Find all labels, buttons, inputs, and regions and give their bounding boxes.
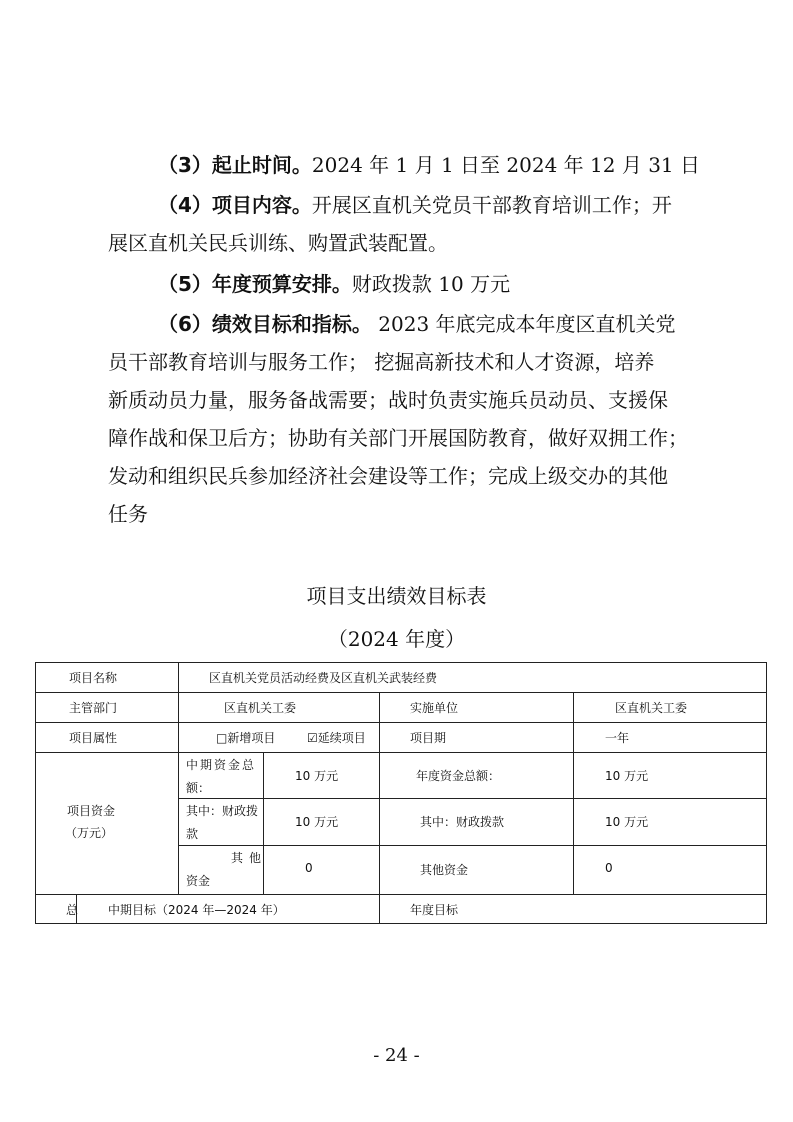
period-heading: （3）起止时间。	[158, 153, 312, 177]
cell-annual-fiscal-value	[573, 798, 767, 846]
paragraph-budget	[108, 265, 696, 303]
targets-line-4: 障作战和保卫后方；协助有关部门开展国防教育，做好双拥工作；	[108, 426, 688, 450]
table-title: 项目支出绩效目标表	[306, 584, 487, 608]
period-value: 一年	[605, 731, 630, 745]
targets-line-6: 任务	[108, 502, 148, 526]
page-number: - 24 -	[373, 1045, 420, 1066]
annual-other-label: 其他资金	[420, 863, 469, 877]
cell-other-value	[263, 845, 380, 895]
dept-label: 主管部门	[69, 701, 118, 715]
cell-period-value	[573, 722, 767, 753]
content-line-1: 开展区直机关党员干部教育培训工作；开	[311, 193, 672, 217]
mid-total-label-line2: 额：	[186, 781, 211, 795]
content-line-2: 展区直机关民兵训练、购置武装配置。	[108, 231, 448, 255]
attr-label: 项目属性	[69, 731, 118, 745]
mid-total-label-line1: 中期资金总	[186, 758, 257, 772]
cell-annual-total-value	[573, 752, 767, 799]
fiscal-value: 10 万元	[295, 815, 339, 829]
project-name-value: 区直机关党员活动经费及区直机关武装经费	[209, 671, 438, 685]
annual-target-label: 年度目标	[410, 903, 459, 917]
targets-heading: （6）绩效目标和指标。	[158, 312, 372, 336]
other-value: 0	[305, 861, 313, 875]
continue-project-checkbox: ☑延续项目	[307, 731, 366, 745]
cell-annual-other-value	[573, 845, 767, 895]
table-subtitle: （2024 年度）	[327, 627, 466, 651]
period-label: 项目期	[410, 731, 447, 745]
other-label-line2: 资金	[186, 874, 211, 888]
period-text: 2024 年 1 月 1 日至 2024 年 12 月 31 日	[311, 153, 700, 177]
total-char: 总	[66, 903, 79, 917]
annual-total-label: 年度资金总额：	[416, 769, 501, 783]
fund-label: 项目资金	[67, 804, 116, 818]
fiscal-label-line1: 其中：财政拨	[186, 804, 259, 818]
dept-value: 区直机关工委	[224, 701, 297, 715]
project-name-label: 项目名称	[69, 671, 118, 685]
targets-line-3: 新质动员力量，服务备战需要；战时负责实施兵员动员、支援保	[108, 388, 668, 412]
annual-other-value: 0	[605, 861, 613, 875]
fund-unit: （万元）	[65, 826, 114, 840]
cell-impl-label	[379, 692, 574, 723]
mid-total-value: 10 万元	[295, 769, 339, 783]
impl-label: 实施单位	[410, 701, 459, 715]
impl-value: 区直机关工委	[615, 701, 688, 715]
annual-fiscal-value: 10 万元	[605, 815, 649, 829]
annual-total-value: 10 万元	[605, 769, 649, 783]
targets-line-2: 员干部教育培训与服务工作； 挖掘高新技术和人才资源，培养	[108, 350, 655, 374]
paragraph-period	[108, 146, 700, 184]
targets-line-1: 2023 年底完成本年度区直机关党	[371, 312, 676, 336]
other-label-line1: 其他	[231, 851, 268, 865]
content-heading: （4）项目内容。	[158, 193, 312, 217]
targets-line-5: 发动和组织民兵参加经济社会建设等工作；完成上级交办的其他	[108, 464, 668, 488]
cell-period-label	[379, 722, 574, 753]
annual-fiscal-label: 其中：财政拨款	[420, 815, 505, 829]
paragraph-targets	[108, 305, 696, 533]
budget-heading: （5）年度预算安排。	[158, 272, 352, 296]
budget-text: 财政拨款 10 万元	[351, 272, 511, 296]
performance-table	[35, 662, 767, 924]
paragraph-content	[108, 186, 696, 262]
new-project-checkbox: □新增项目	[216, 731, 276, 745]
mid-target-label: 中期目标（2024 年—2024 年）	[108, 903, 285, 917]
cell-annual-other-label	[379, 845, 574, 895]
fiscal-label-line2: 款	[186, 827, 199, 841]
